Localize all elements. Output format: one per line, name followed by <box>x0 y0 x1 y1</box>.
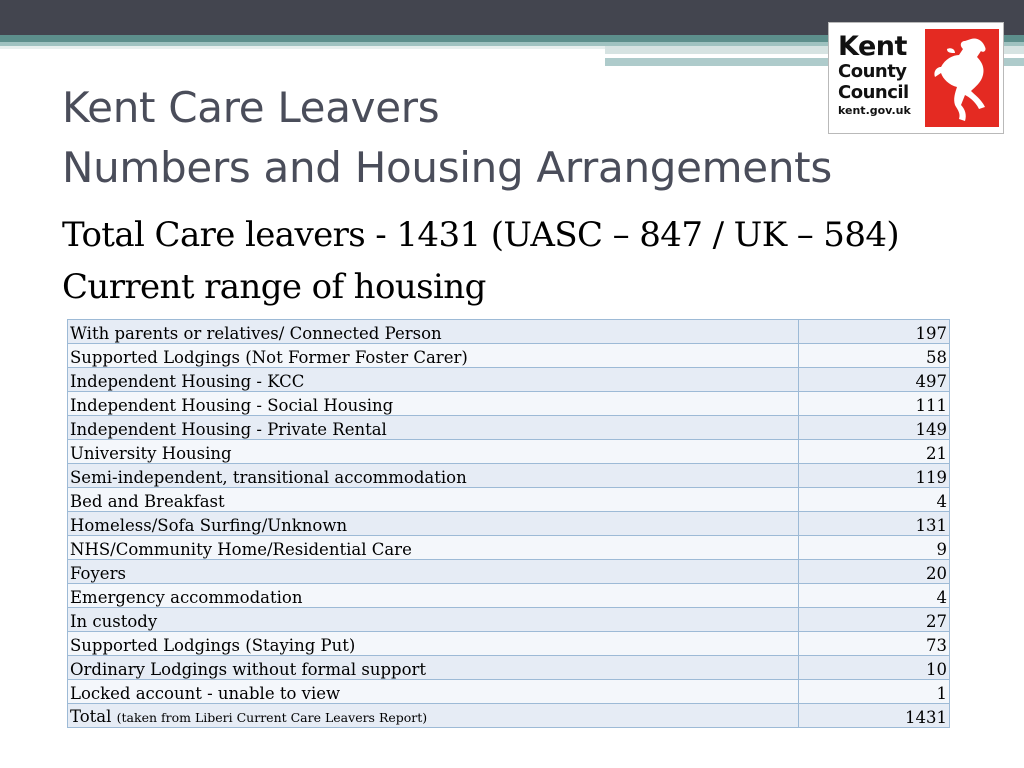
table-row <box>68 392 950 416</box>
white-horse-rampant-icon <box>925 29 999 127</box>
row-label: Semi-independent, transitional accommodation <box>68 464 799 488</box>
logo-url: kent.gov.uk <box>838 104 911 117</box>
row-label: Independent Housing - Private Rental <box>68 416 799 440</box>
accent-stripe-faint <box>0 46 605 49</box>
total-row <box>68 704 950 728</box>
row-value: 58 <box>799 344 950 368</box>
row-value: 4 <box>799 488 950 512</box>
section-heading: Current range of housing <box>62 267 486 307</box>
row-label: Bed and Breakfast <box>68 488 799 512</box>
table-row <box>68 488 950 512</box>
table-row <box>68 344 950 368</box>
row-label: Ordinary Lodgings without formal support <box>68 656 799 680</box>
table-row <box>68 512 950 536</box>
total-source-note: (taken from Liberi Current Care Leavers Report) <box>116 710 428 725</box>
table-row <box>68 632 950 656</box>
slide-title-line-1: Kent Care Leavers <box>62 83 440 132</box>
total-label: Total <box>70 707 112 726</box>
table-row <box>68 680 950 704</box>
logo-wordmark <box>838 33 924 119</box>
row-value: 497 <box>799 368 950 392</box>
table-row <box>68 560 950 584</box>
total-value: 1431 <box>799 704 950 728</box>
row-value: 4 <box>799 584 950 608</box>
row-value: 21 <box>799 440 950 464</box>
row-value: 10 <box>799 656 950 680</box>
table-row <box>68 608 950 632</box>
row-value: 119 <box>799 464 950 488</box>
row-value: 149 <box>799 416 950 440</box>
row-label: Independent Housing - Social Housing <box>68 392 799 416</box>
table-row <box>68 656 950 680</box>
row-label: Independent Housing - KCC <box>68 368 799 392</box>
slide-title <box>62 78 832 198</box>
row-value: 197 <box>799 320 950 344</box>
table-row <box>68 368 950 392</box>
row-value: 73 <box>799 632 950 656</box>
row-value: 1 <box>799 680 950 704</box>
logo-line-county: County <box>838 61 907 82</box>
row-label: In custody <box>68 608 799 632</box>
table-row <box>68 320 950 344</box>
row-label: University Housing <box>68 440 799 464</box>
table-row <box>68 440 950 464</box>
row-value: 20 <box>799 560 950 584</box>
total-care-leavers-summary: Total Care leavers - 1431 (UASC – 847 / UK – 584) <box>62 215 900 255</box>
row-label: Locked account - unable to view <box>68 680 799 704</box>
row-label: Supported Lodgings (Staying Put) <box>68 632 799 656</box>
row-label: With parents or relatives/ Connected Person <box>68 320 799 344</box>
row-label: Emergency accommodation <box>68 584 799 608</box>
table-row <box>68 584 950 608</box>
row-label: Supported Lodgings (Not Former Foster Carer) <box>68 344 799 368</box>
logo-line-council: Council <box>838 82 909 103</box>
housing-table-body <box>68 320 950 728</box>
row-label: Foyers <box>68 560 799 584</box>
table-row <box>68 416 950 440</box>
row-value: 27 <box>799 608 950 632</box>
row-value: 131 <box>799 512 950 536</box>
row-value: 111 <box>799 392 950 416</box>
kent-county-council-logo <box>828 22 1004 134</box>
table-row <box>68 536 950 560</box>
row-label: NHS/Community Home/Residential Care <box>68 536 799 560</box>
housing-table <box>67 319 950 728</box>
row-label: Homeless/Sofa Surfing/Unknown <box>68 512 799 536</box>
table-row <box>68 464 950 488</box>
total-label-cell <box>68 704 799 728</box>
slide-title-line-2: Numbers and Housing Arrangements <box>62 143 832 192</box>
row-value: 9 <box>799 536 950 560</box>
logo-line-kent: Kent <box>838 31 907 62</box>
